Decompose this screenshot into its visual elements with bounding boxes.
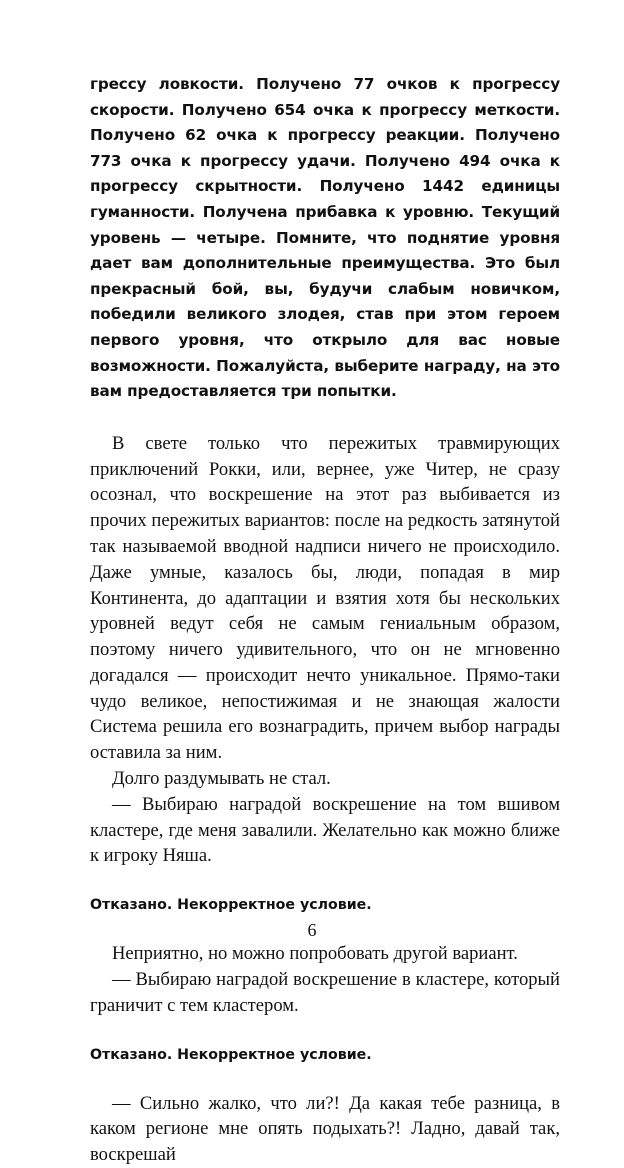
system-message: грессу ловкости. Получено 77 очков к прогрессу скорости. Получено 654 очка к прогрессу меткости. Получено 62 очка к прогрессу реакции. Получено 773 очка к прогрессу удачи. Получено 494 очка к прогрессу скрытности. Получено 1442 единицы гуманности. Получена прибавка к уровню. Текущий уровень — четыре. Помните, что поднятие уровня дает вам дополнительные преимущества. Это был прекрасный бой, вы, будучи слабым новичком, победили великого злодея, став при этом героем первого уровня, что открыло для вас новые возможности. Пожалуйста, выберите награду, на это вам предоставляется три попытки. [90, 75, 560, 401]
paragraph: В свете только что пережитых травмирующих приключений Рокки, или, вернее, уже Читер, не сразу осознал, что воскрешение на этот раз выбивается из прочих пережитых вариантов: после на редкость затянутой так называемой вводной надписи ничего не происходило. Даже умные, казалось бы, люди, попадая в мир Континента, до адаптации и взятия хотя бы нескольких уровней ведут себя не самым гениальным образом, поэтому ничего удивительного, что он не мгновенно догадался — происходит нечто уникальное. Прямо-таки чудо великое, непостижимая и не знающая жалости Система решила его вознаградить, причем выбор награды оставила за ним. [90, 432, 560, 764]
dialogue-line: — Выбираю наградой воскрешение в кластере, который граничит с тем кластером. [90, 969, 560, 1016]
system-message: Отказано. Некорректное условие. [90, 897, 372, 914]
dialogue-line: — Сильно жалко, что ли?! Да какая тебе разница, в каком регионе мне опять подыхать?! Ладно, давай так, воскрешай [90, 1092, 560, 1166]
paragraph: Долго раздумывать не стал. [112, 768, 331, 790]
dialogue-line: — Выбираю наградой воскрешение на том вшивом кластере, где меня завалили. Желательно как можно ближе к игроку Няша. [90, 793, 560, 867]
page-number: 6 [307, 920, 317, 940]
paragraph: Неприятно, но можно попробовать другой вариант. [112, 943, 518, 965]
system-message: Отказано. Некорректное условие. [90, 1046, 372, 1063]
page-body [90, 72, 560, 1168]
